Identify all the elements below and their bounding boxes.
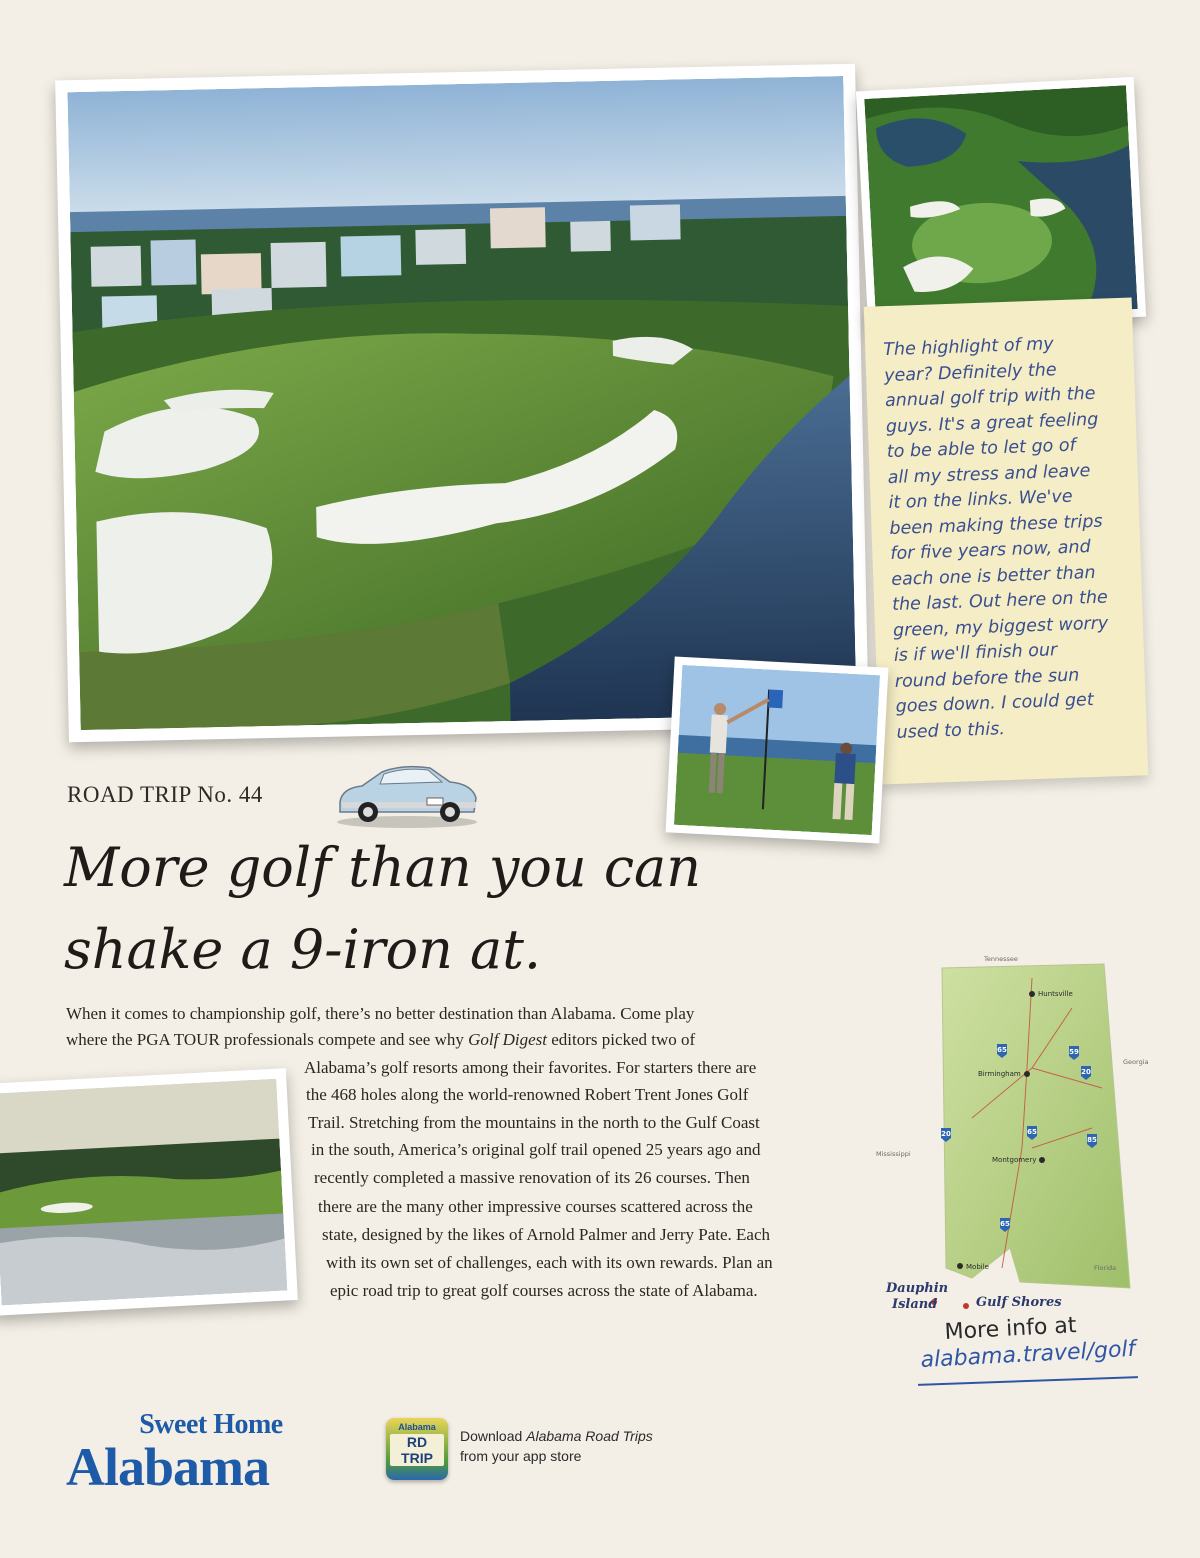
app-download-line	[460, 1426, 653, 1446]
top-right-golf-photo	[856, 77, 1146, 331]
app-name: Alabama Road Trips	[526, 1428, 653, 1444]
note-line: all my stress and leave	[887, 460, 1091, 488]
body-line	[66, 1029, 695, 1051]
body-line: state, designed by the likes of Arnold Palmer and Jerry Pate. Each	[322, 1225, 771, 1244]
map-callout-island: Island	[892, 1297, 938, 1312]
map-state-label: Florida	[1094, 1264, 1117, 1272]
headline-line-1: More golf than you can	[64, 836, 702, 899]
logo-top: Sweet Home	[139, 1409, 283, 1440]
golfers-photo	[666, 657, 889, 844]
body-line-text: editors picked two of	[546, 1030, 696, 1049]
app-download-text	[460, 1426, 653, 1466]
note-line: it on the links. We've	[888, 486, 1073, 514]
map-highway: 65	[1000, 1220, 1010, 1228]
app-icon[interactable]	[386, 1418, 448, 1480]
map-callout-gulf-shores: Gulf Shores	[976, 1295, 1062, 1310]
alabama-map	[872, 948, 1172, 1328]
map-highway: 65	[997, 1046, 1007, 1054]
note-line: used to this.	[896, 718, 1006, 743]
more-info-label: More info at	[944, 1313, 1078, 1345]
note-text	[883, 330, 1143, 746]
note-line: goes down. I could get	[895, 690, 1094, 717]
note-line: round before the sun	[894, 665, 1080, 692]
golf-course-aerial-image	[67, 76, 856, 730]
map-highway: 20	[1081, 1068, 1091, 1076]
body-line: the 468 holes along the world-renowned Robert Trent Jones Golf	[306, 1085, 749, 1104]
note-line: green, my biggest worry	[892, 612, 1109, 641]
note-line: to be able to let go of	[886, 435, 1077, 463]
body-line: there are the many other impressive courses scattered across the	[318, 1197, 753, 1216]
app-icon-label-main: RD TRIP	[390, 1434, 444, 1466]
main-golf-photo	[55, 64, 869, 743]
lake-golf-course-image	[0, 1079, 287, 1306]
note-line: each one is better than	[890, 562, 1096, 590]
map-city-label: Montgomery	[992, 1156, 1037, 1164]
alabama-map-graphic	[872, 948, 1172, 1328]
map-highway: 20	[941, 1130, 951, 1138]
lake-course-photo	[0, 1068, 298, 1316]
handwritten-note	[864, 297, 1149, 784]
vintage-car-icon	[332, 752, 482, 832]
map-highway: 59	[1069, 1048, 1079, 1056]
map-highway: 65	[1027, 1128, 1037, 1136]
more-info-underline	[918, 1376, 1138, 1386]
body-line-text: where the PGA TOUR professionals compete and see why	[66, 1030, 469, 1049]
note-line: year? Definitely the	[883, 359, 1057, 386]
golfers-on-green-image	[674, 665, 880, 835]
note-line: The highlight of my	[882, 334, 1054, 361]
green-and-pond-image	[864, 85, 1137, 322]
note-line: been making these trips	[889, 511, 1103, 539]
note-line: annual golf trip with the	[884, 383, 1096, 412]
body-line: epic road trip to great golf courses across the state of Alabama.	[330, 1281, 758, 1300]
app-icon-label-top: Alabama	[398, 1422, 436, 1432]
note-line: is if we'll finish our	[893, 640, 1058, 666]
map-city-label: Birmingham	[978, 1070, 1021, 1078]
body-line: recently completed a massive renovation of its 26 courses. Then	[314, 1168, 750, 1187]
golf-digest-title: Golf Digest	[468, 1030, 547, 1049]
headline-line-2: shake a 9-iron at.	[64, 918, 542, 981]
note-line: for five years now, and	[890, 537, 1092, 565]
sweet-home-alabama-logo	[66, 1409, 356, 1497]
map-state-label: Tennessee	[984, 955, 1018, 963]
body-line: Trail. Stretching from the mountains in the north to the Gulf Coast	[308, 1113, 760, 1132]
map-state-label: Mississippi	[876, 1150, 911, 1158]
body-line: with its own set of challenges, each with its own rewards. Plan an	[326, 1253, 773, 1272]
body-line: When it comes to championship golf, there’s no better destination than Alabama. Come play	[66, 1004, 695, 1023]
note-line: guys. It's a great feeling	[885, 409, 1099, 437]
body-line: Alabama’s golf resorts among their favorites. For starters there are	[304, 1058, 757, 1077]
map-callout-dauphin: Dauphin	[886, 1281, 949, 1296]
road-trip-label: ROAD TRIP No. 44	[67, 782, 263, 807]
map-city-label: Huntsville	[1038, 990, 1073, 998]
app-download-prefix: Download	[460, 1428, 527, 1444]
logo-bottom: Alabama	[66, 1437, 270, 1497]
map-state-label: Georgia	[1123, 1058, 1149, 1066]
app-download-line-2: from your app store	[460, 1448, 582, 1464]
note-line: the last. Out here on the	[891, 587, 1109, 616]
map-highway: 85	[1087, 1136, 1097, 1144]
map-city-label: Mobile	[966, 1263, 989, 1271]
body-line: in the south, America’s original golf trail opened 25 years ago and	[311, 1140, 761, 1159]
more-info-url[interactable]: alabama.travel/golf	[920, 1336, 1136, 1373]
